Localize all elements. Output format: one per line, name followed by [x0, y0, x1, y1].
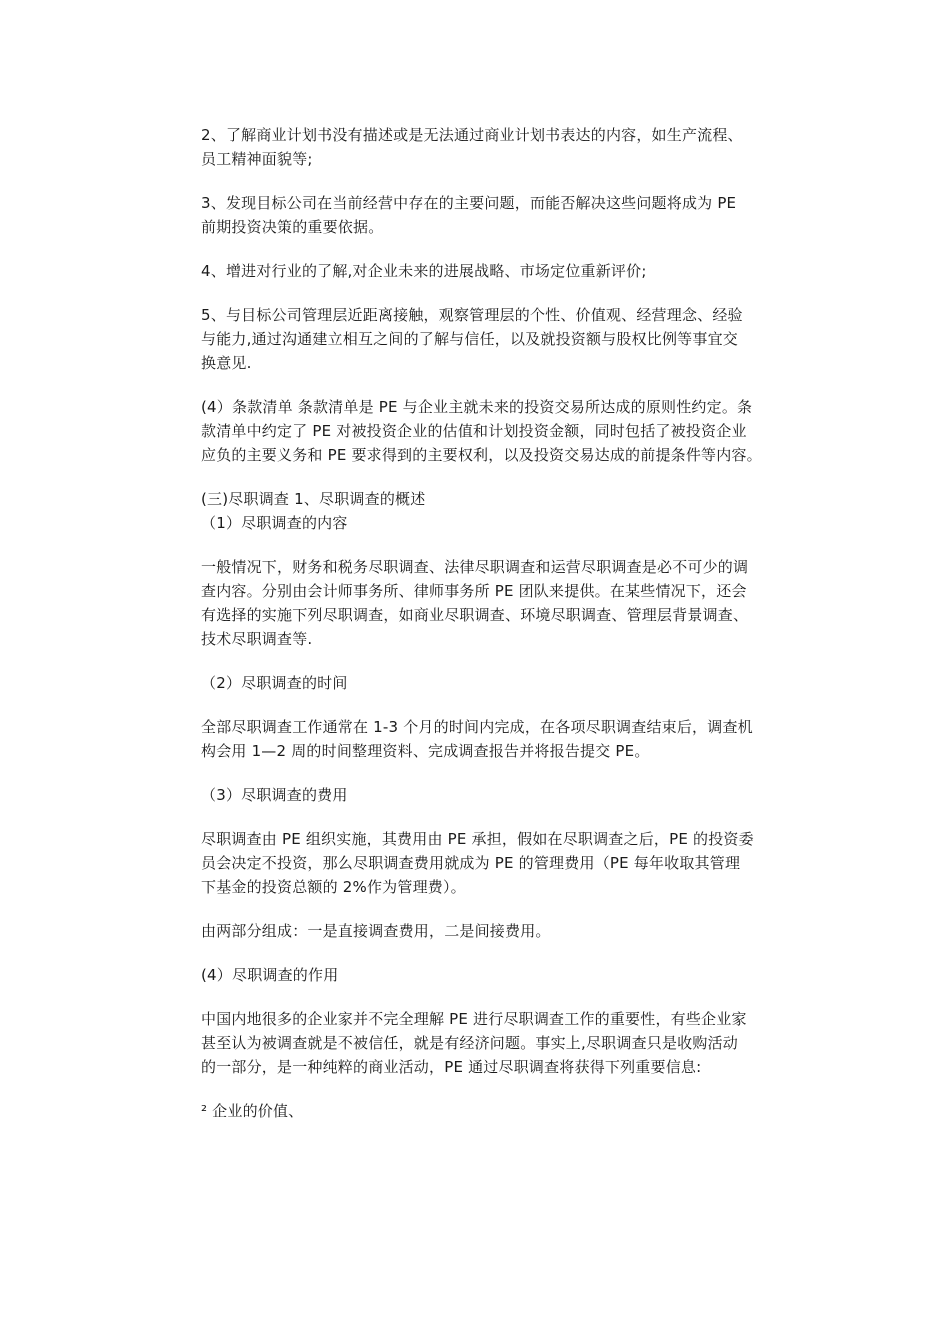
text-line: 的一部分，是一种纯粹的商业活动，PE 通过尽职调查将获得下列重要信息:: [201, 1058, 702, 1076]
paragraph: [201, 259, 813, 283]
text-line: 前期投资决策的重要依据。: [201, 218, 384, 236]
text-line: ² 企业的价值、: [201, 1102, 304, 1120]
text-line: 5、与目标公司管理层近距离接触，观察管理层的个性、价值观、经营理念、经验: [201, 306, 743, 324]
text-line: 甚至认为被调查就是不被信任，就是有经济问题。事实上,尽职调查只是收购活动: [201, 1034, 738, 1052]
text-line: 由两部分组成：一是直接调查费用，二是间接费用。: [201, 922, 551, 940]
text-line: 员工精神面貌等;: [201, 150, 313, 168]
text-line: 2、了解商业计划书没有描述或是无法通过商业计划书表达的内容，如生产流程、: [201, 126, 743, 144]
text-line: 技术尽职调查等.: [201, 630, 313, 648]
paragraph: [201, 487, 813, 535]
text-line: 全部尽职调查工作通常在 1-3 个月的时间内完成，在各项尽职调查结束后，调查机: [201, 718, 753, 736]
text-line: 3、发现目标公司在当前经营中存在的主要问题，而能否解决这些问题将成为 PE: [201, 194, 737, 212]
text-line: 有选择的实施下列尽职调查，如商业尽职调查、环境尽职调查、管理层背景调查、: [201, 606, 749, 624]
document-body: [201, 123, 813, 1143]
paragraph: [201, 123, 813, 171]
text-line: (三)尽职调查 1、尽职调查的概述: [201, 490, 426, 508]
text-line: 与能力,通过沟通建立相互之间的了解与信任，以及就投资额与股权比例等事宜交: [201, 330, 738, 348]
paragraph: [201, 919, 813, 943]
paragraph: [201, 1007, 813, 1079]
text-line: （3）尽职调查的费用: [201, 786, 348, 804]
paragraph: [201, 715, 813, 763]
paragraph: [201, 1099, 813, 1123]
paragraph: [201, 303, 813, 375]
paragraph: [201, 827, 813, 899]
text-line: 尽职调查由 PE 组织实施，其费用由 PE 承担，假如在尽职调查之后，PE 的投资委: [201, 830, 754, 848]
text-line: (4）尽职调查的作用: [201, 966, 339, 984]
paragraph: [201, 395, 813, 467]
text-line: 下基金的投资总额的 2%作为管理费）。: [201, 878, 466, 896]
paragraph: [201, 555, 813, 651]
text-line: 应负的主要义务和 PE 要求得到的主要权利，以及投资交易达成的前提条件等内容。: [201, 446, 762, 464]
paragraph: [201, 783, 813, 807]
text-line: 中国内地很多的企业家并不完全理解 PE 进行尽职调查工作的重要性，有些企业家: [201, 1010, 747, 1028]
text-line: 查内容。分别由会计师事务所、律师事务所 PE 团队来提供。在某些情况下，还会: [201, 582, 747, 600]
text-line: 换意见.: [201, 354, 252, 372]
text-line: 员会决定不投资，那么尽职调查费用就成为 PE 的管理费用（PE 每年收取其管理: [201, 854, 741, 872]
text-line: (4）条款清单 条款清单是 PE 与企业主就未来的投资交易所达成的原则性约定。条: [201, 398, 753, 416]
text-line: 一般情况下，财务和税务尽职调查、法律尽职调查和运营尽职调查是必不可少的调: [201, 558, 749, 576]
paragraph: [201, 191, 813, 239]
paragraph: [201, 963, 813, 987]
text-line: 构会用 1—2 周的时间整理资料、完成调查报告并将报告提交 PE。: [201, 742, 650, 760]
text-line: （1）尽职调查的内容: [201, 514, 348, 532]
text-line: 4、增进对行业的了解,对企业未来的进展战略、市场定位重新评价;: [201, 262, 647, 280]
paragraph: [201, 671, 813, 695]
text-line: （2）尽职调查的时间: [201, 674, 348, 692]
text-line: 款清单中约定了 PE 对被投资企业的估值和计划投资金额，同时包括了被投资企业: [201, 422, 747, 440]
